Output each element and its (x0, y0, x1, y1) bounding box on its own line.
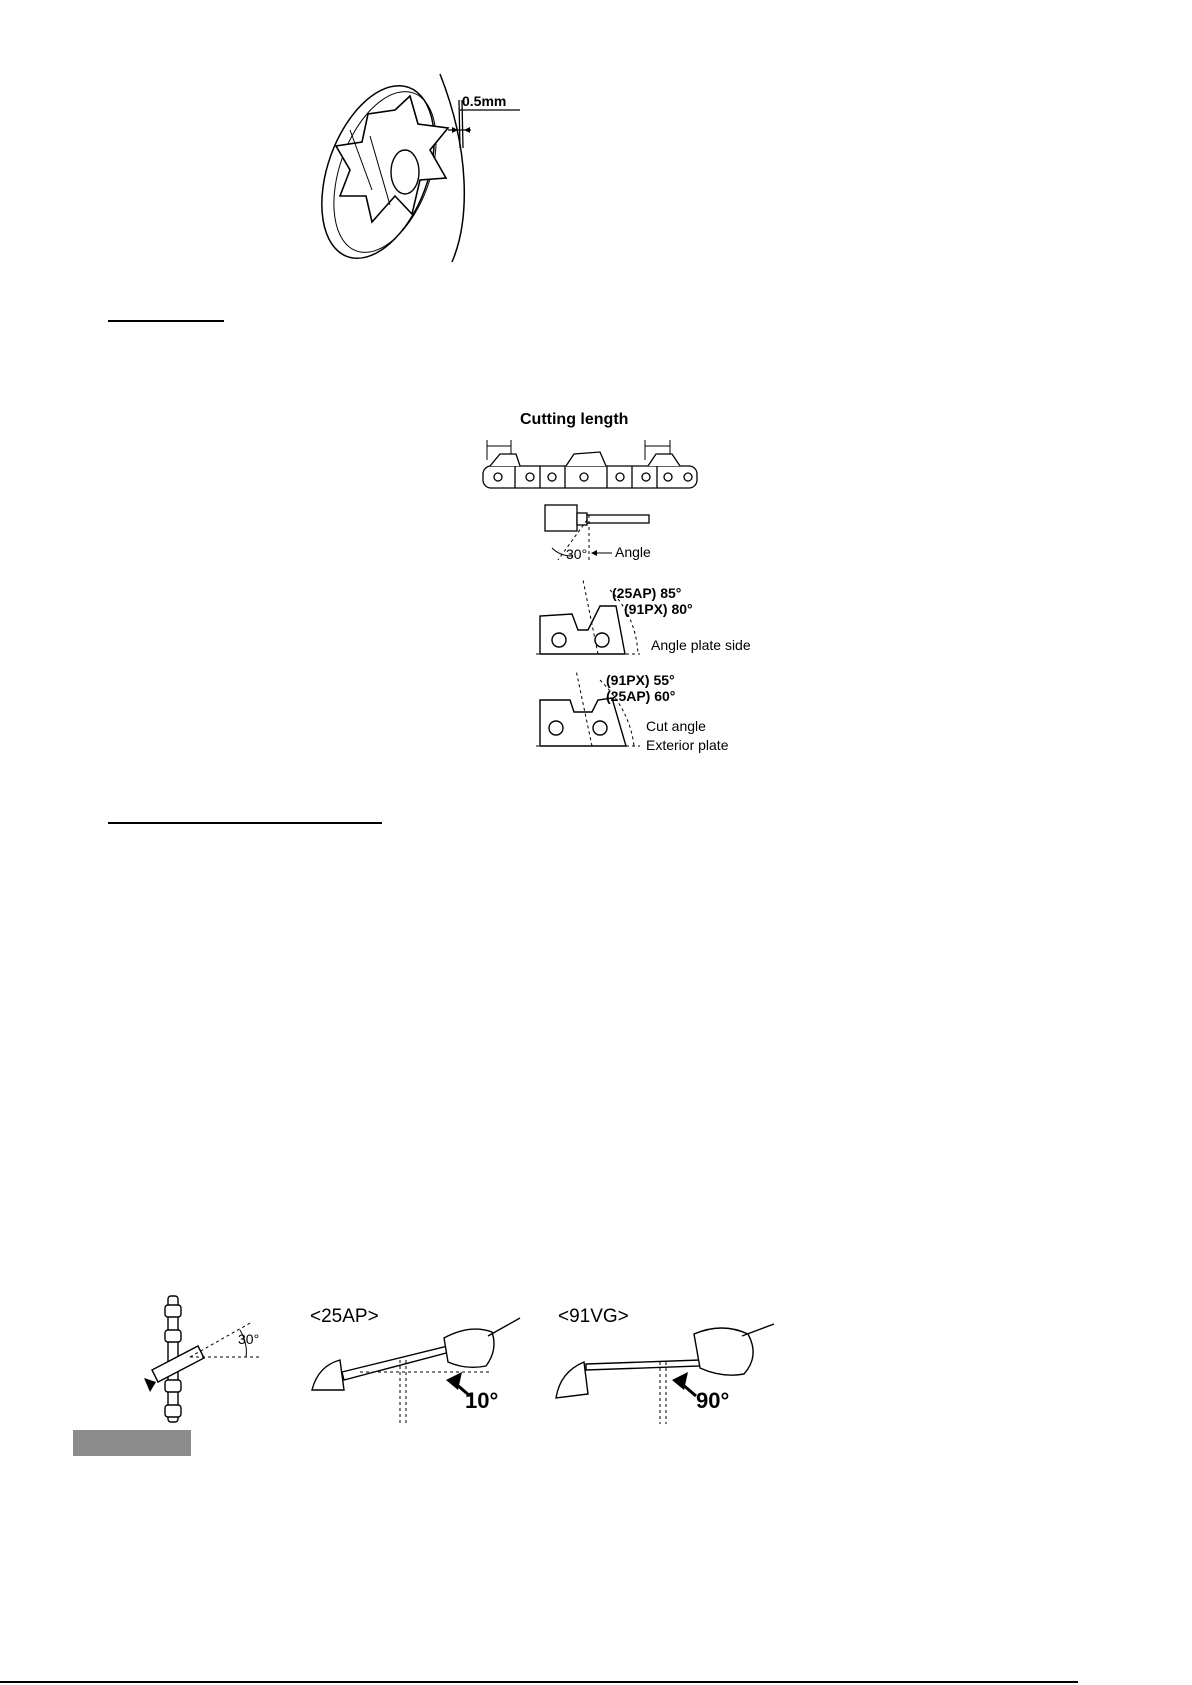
top-plate-91px: (91PX) 80° (624, 601, 693, 617)
exterior-plate-label: Exterior plate (646, 737, 729, 753)
top-plate-25ap: (25AP) 85° (612, 585, 682, 601)
cut-91px: (91PX) 55° (606, 672, 675, 688)
model-25ap-label: <25AP> (310, 1306, 379, 1327)
file-angle-label: Angle (615, 544, 651, 560)
hand-filing-25ap-drawing (312, 1318, 520, 1390)
file-angle-value: 30° (566, 546, 588, 562)
cutting-length-title: Cutting length (520, 411, 629, 428)
side-arrow-icon (144, 1378, 156, 1392)
hand-filing-91vg-drawing (556, 1324, 774, 1398)
model-25ap-angle: 10° (465, 1388, 499, 1413)
gray-label-block (73, 1430, 191, 1456)
page-footer-rule (0, 1681, 1078, 1683)
model-91vg-angle: 90° (696, 1388, 730, 1413)
model-91vg-label: <91VG> (558, 1306, 629, 1327)
top-plate-label: Angle plate side (651, 637, 751, 653)
cut-25ap: (25AP) 60° (606, 688, 676, 704)
side-chain-drawing (152, 1296, 204, 1422)
side-angle-value: 30° (238, 1331, 260, 1347)
cut-angle-label: Cut angle (646, 718, 706, 734)
clearance-label: 0.5mm (462, 93, 507, 109)
